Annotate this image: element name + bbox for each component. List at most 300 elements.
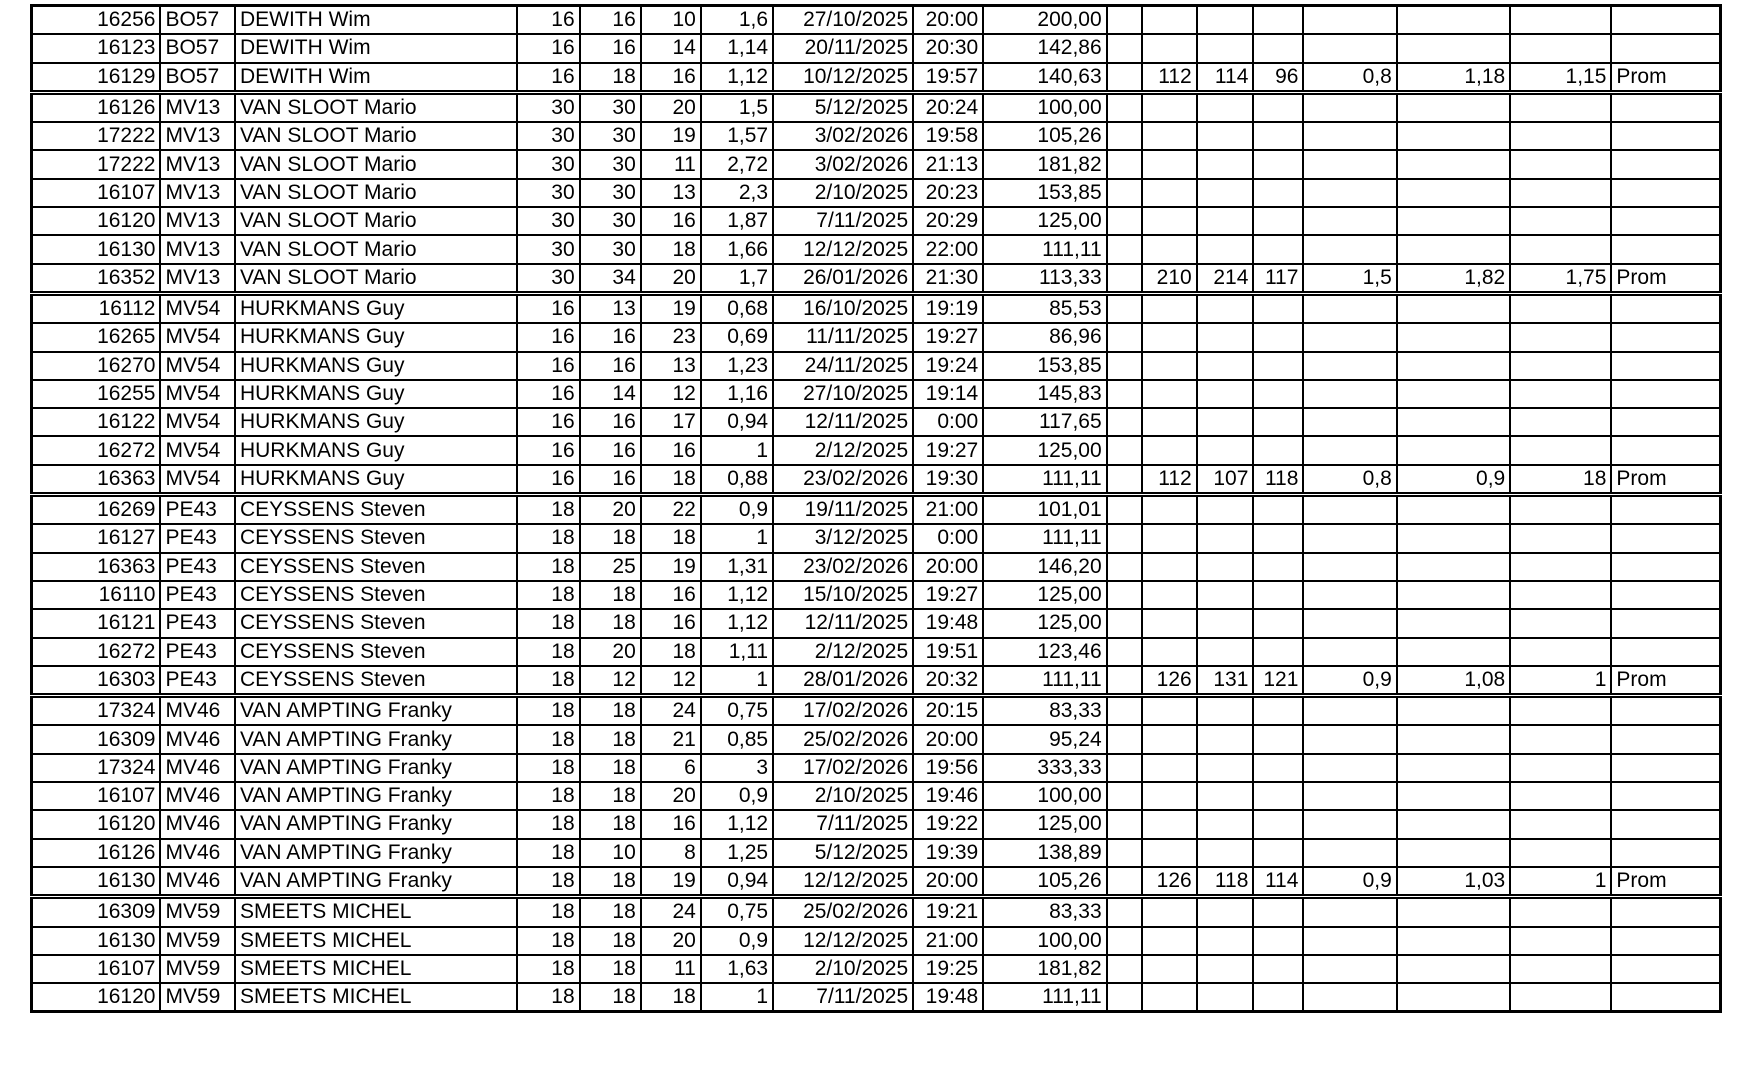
cell-s4 (1303, 983, 1396, 1012)
cell-time: 21:00 (913, 927, 983, 955)
cell-date: 23/02/2026 (773, 465, 913, 495)
cell-date: 25/02/2026 (773, 897, 913, 927)
cell-n3: 12 (641, 380, 701, 408)
cell-s5 (1397, 293, 1510, 323)
cell-time: 19:27 (913, 323, 983, 351)
cell-code: MV46 (160, 782, 234, 810)
cell-s3 (1253, 553, 1303, 581)
cell-s5: 1,82 (1397, 264, 1510, 294)
cell-pct: 140,63 (983, 63, 1106, 93)
cell-label: Prom (1611, 63, 1720, 93)
cell-n3: 20 (641, 782, 701, 810)
cell-name: CEYSSENS Steven (235, 609, 517, 637)
cell-s6 (1510, 352, 1611, 380)
cell-s1 (1142, 983, 1196, 1012)
cell-spacer (1107, 927, 1143, 955)
cell-n1: 16 (517, 34, 579, 62)
cell-pct: 86,96 (983, 323, 1106, 351)
cell-n1: 18 (517, 666, 579, 696)
cell-pct: 100,00 (983, 782, 1106, 810)
table-row (32, 122, 1721, 150)
cell-time: 19:21 (913, 897, 983, 927)
cell-n2: 18 (580, 983, 641, 1012)
cell-n3: 20 (641, 92, 701, 122)
cell-s4 (1303, 696, 1396, 726)
cell-name: SMEETS MICHEL (235, 983, 517, 1012)
cell-s5 (1397, 839, 1510, 867)
cell-time: 21:00 (913, 495, 983, 525)
cell-s3 (1253, 955, 1303, 983)
cell-s4 (1303, 839, 1396, 867)
cell-s1 (1142, 323, 1196, 351)
cell-s4 (1303, 897, 1396, 927)
cell-s2 (1197, 436, 1254, 464)
cell-time: 0:00 (913, 408, 983, 436)
cell-s1 (1142, 696, 1196, 726)
cell-s1 (1142, 927, 1196, 955)
cell-n3: 18 (641, 524, 701, 552)
cell-code: MV46 (160, 839, 234, 867)
cell-ratio: 0,9 (701, 495, 773, 525)
cell-name: CEYSSENS Steven (235, 524, 517, 552)
cell-spacer (1107, 725, 1143, 753)
cell-n3: 19 (641, 867, 701, 897)
cell-n3: 16 (641, 63, 701, 93)
cell-label (1611, 293, 1720, 323)
cell-n3: 19 (641, 122, 701, 150)
table-row (32, 92, 1721, 122)
cell-s4 (1303, 638, 1396, 666)
cell-s3 (1253, 696, 1303, 726)
table-row (32, 666, 1721, 696)
cell-name: VAN SLOOT Mario (235, 122, 517, 150)
cell-code: MV59 (160, 983, 234, 1012)
cell-s1: 112 (1142, 63, 1196, 93)
cell-s1 (1142, 955, 1196, 983)
cell-s1 (1142, 638, 1196, 666)
cell-s2 (1197, 179, 1254, 207)
cell-label (1611, 235, 1720, 263)
cell-n3: 19 (641, 293, 701, 323)
table-row (32, 553, 1721, 581)
cell-name: VAN AMPTING Franky (235, 782, 517, 810)
cell-n1: 16 (517, 6, 579, 35)
cell-spacer (1107, 235, 1143, 263)
cell-pct: 125,00 (983, 207, 1106, 235)
cell-n2: 30 (580, 179, 641, 207)
cell-id: 17324 (32, 754, 161, 782)
cell-s3 (1253, 839, 1303, 867)
cell-time: 20:00 (913, 867, 983, 897)
cell-spacer (1107, 207, 1143, 235)
cell-s5 (1397, 927, 1510, 955)
cell-n2: 30 (580, 92, 641, 122)
cell-s3 (1253, 352, 1303, 380)
cell-n2: 10 (580, 839, 641, 867)
cell-date: 10/12/2025 (773, 63, 913, 93)
table-row (32, 638, 1721, 666)
cell-s5 (1397, 207, 1510, 235)
cell-n1: 18 (517, 810, 579, 838)
cell-code: MV46 (160, 810, 234, 838)
cell-name: VAN AMPTING Franky (235, 867, 517, 897)
cell-date: 3/02/2026 (773, 150, 913, 178)
cell-n3: 24 (641, 897, 701, 927)
cell-code: MV13 (160, 264, 234, 294)
results-table (30, 4, 1722, 1013)
cell-id: 16309 (32, 897, 161, 927)
table-row (32, 609, 1721, 637)
cell-date: 7/11/2025 (773, 207, 913, 235)
cell-id: 16120 (32, 207, 161, 235)
cell-s3 (1253, 638, 1303, 666)
cell-s1 (1142, 150, 1196, 178)
cell-s2 (1197, 380, 1254, 408)
cell-s6 (1510, 927, 1611, 955)
cell-s5 (1397, 352, 1510, 380)
cell-spacer (1107, 352, 1143, 380)
cell-s1: 126 (1142, 666, 1196, 696)
cell-s5 (1397, 638, 1510, 666)
cell-date: 2/12/2025 (773, 638, 913, 666)
cell-name: VAN AMPTING Franky (235, 754, 517, 782)
cell-n1: 30 (517, 179, 579, 207)
cell-s4 (1303, 955, 1396, 983)
cell-time: 19:57 (913, 63, 983, 93)
spreadsheet (30, 4, 1722, 1013)
cell-code: MV46 (160, 725, 234, 753)
cell-code: MV54 (160, 408, 234, 436)
cell-id: 16272 (32, 638, 161, 666)
cell-n3: 21 (641, 725, 701, 753)
cell-s6: 1 (1510, 666, 1611, 696)
cell-id: 16110 (32, 581, 161, 609)
cell-s3 (1253, 92, 1303, 122)
cell-s2 (1197, 927, 1254, 955)
cell-id: 16363 (32, 465, 161, 495)
cell-code: MV13 (160, 179, 234, 207)
cell-ratio: 1 (701, 436, 773, 464)
cell-s5 (1397, 380, 1510, 408)
cell-n3: 22 (641, 495, 701, 525)
cell-n3: 13 (641, 352, 701, 380)
table-row (32, 754, 1721, 782)
cell-ratio: 1,12 (701, 810, 773, 838)
cell-n1: 30 (517, 150, 579, 178)
cell-s3 (1253, 897, 1303, 927)
cell-n2: 34 (580, 264, 641, 294)
cell-n2: 20 (580, 638, 641, 666)
cell-label (1611, 983, 1720, 1012)
cell-n1: 18 (517, 839, 579, 867)
cell-code: PE43 (160, 666, 234, 696)
cell-time: 19:46 (913, 782, 983, 810)
cell-spacer (1107, 867, 1143, 897)
table-row (32, 34, 1721, 62)
cell-s6 (1510, 725, 1611, 753)
cell-date: 7/11/2025 (773, 983, 913, 1012)
cell-s2 (1197, 983, 1254, 1012)
cell-n2: 18 (580, 782, 641, 810)
table-row (32, 436, 1721, 464)
cell-s3 (1253, 754, 1303, 782)
cell-ratio: 0,75 (701, 897, 773, 927)
cell-id: 16352 (32, 264, 161, 294)
cell-s4: 1,5 (1303, 264, 1396, 294)
cell-ratio: 1,6 (701, 6, 773, 35)
cell-n3: 20 (641, 264, 701, 294)
cell-pct: 83,33 (983, 696, 1106, 726)
cell-s2 (1197, 92, 1254, 122)
cell-n2: 18 (580, 63, 641, 93)
cell-s4 (1303, 380, 1396, 408)
cell-s6 (1510, 150, 1611, 178)
cell-n1: 16 (517, 293, 579, 323)
cell-s3 (1253, 725, 1303, 753)
cell-s4 (1303, 436, 1396, 464)
cell-s1 (1142, 293, 1196, 323)
cell-time: 20:32 (913, 666, 983, 696)
cell-date: 5/12/2025 (773, 92, 913, 122)
cell-label (1611, 839, 1720, 867)
cell-code: MV59 (160, 897, 234, 927)
cell-n1: 18 (517, 897, 579, 927)
cell-label (1611, 92, 1720, 122)
cell-spacer (1107, 955, 1143, 983)
cell-pct: 111,11 (983, 465, 1106, 495)
cell-n1: 18 (517, 955, 579, 983)
cell-ratio: 1,12 (701, 581, 773, 609)
cell-n1: 16 (517, 436, 579, 464)
cell-pct: 123,46 (983, 638, 1106, 666)
cell-code: MV13 (160, 207, 234, 235)
cell-s5 (1397, 754, 1510, 782)
cell-s4: 0,8 (1303, 465, 1396, 495)
cell-s2 (1197, 495, 1254, 525)
cell-s1 (1142, 436, 1196, 464)
cell-spacer (1107, 983, 1143, 1012)
cell-date: 23/02/2026 (773, 553, 913, 581)
cell-pct: 200,00 (983, 6, 1106, 35)
cell-spacer (1107, 380, 1143, 408)
cell-s5 (1397, 983, 1510, 1012)
table-row (32, 235, 1721, 263)
cell-label (1611, 323, 1720, 351)
cell-spacer (1107, 150, 1143, 178)
cell-s5 (1397, 524, 1510, 552)
cell-s3 (1253, 782, 1303, 810)
cell-s3: 114 (1253, 867, 1303, 897)
cell-name: VAN SLOOT Mario (235, 207, 517, 235)
cell-code: MV54 (160, 293, 234, 323)
cell-n1: 30 (517, 92, 579, 122)
cell-name: HURKMANS Guy (235, 380, 517, 408)
cell-n1: 18 (517, 609, 579, 637)
cell-n1: 30 (517, 207, 579, 235)
table-row (32, 955, 1721, 983)
cell-s4 (1303, 581, 1396, 609)
cell-s6: 18 (1510, 465, 1611, 495)
cell-s2 (1197, 34, 1254, 62)
cell-s6 (1510, 609, 1611, 637)
cell-s3 (1253, 6, 1303, 35)
cell-s1 (1142, 179, 1196, 207)
cell-ratio: 1,66 (701, 235, 773, 263)
cell-id: 16255 (32, 380, 161, 408)
cell-s2 (1197, 524, 1254, 552)
cell-s3 (1253, 495, 1303, 525)
table-row (32, 810, 1721, 838)
cell-n3: 11 (641, 150, 701, 178)
cell-label (1611, 553, 1720, 581)
cell-spacer (1107, 323, 1143, 351)
cell-pct: 111,11 (983, 235, 1106, 263)
cell-s5 (1397, 92, 1510, 122)
cell-time: 19:14 (913, 380, 983, 408)
table-row (32, 927, 1721, 955)
cell-code: MV13 (160, 92, 234, 122)
cell-s3 (1253, 524, 1303, 552)
cell-n2: 18 (580, 897, 641, 927)
cell-code: PE43 (160, 638, 234, 666)
table-row (32, 179, 1721, 207)
cell-s5: 1,08 (1397, 666, 1510, 696)
cell-spacer (1107, 696, 1143, 726)
cell-label (1611, 408, 1720, 436)
cell-s6 (1510, 6, 1611, 35)
cell-pct: 125,00 (983, 810, 1106, 838)
cell-n2: 30 (580, 235, 641, 263)
cell-s5 (1397, 810, 1510, 838)
cell-code: MV46 (160, 867, 234, 897)
cell-spacer (1107, 782, 1143, 810)
cell-s1 (1142, 897, 1196, 927)
cell-n3: 18 (641, 465, 701, 495)
cell-id: 16107 (32, 955, 161, 983)
cell-s6 (1510, 235, 1611, 263)
table-row (32, 264, 1721, 294)
cell-n2: 30 (580, 150, 641, 178)
cell-time: 20:30 (913, 34, 983, 62)
cell-s4 (1303, 725, 1396, 753)
cell-s6 (1510, 408, 1611, 436)
cell-s1: 112 (1142, 465, 1196, 495)
cell-time: 20:15 (913, 696, 983, 726)
cell-n1: 18 (517, 638, 579, 666)
cell-n1: 16 (517, 63, 579, 93)
cell-code: PE43 (160, 524, 234, 552)
cell-spacer (1107, 524, 1143, 552)
table-row (32, 581, 1721, 609)
cell-s2: 214 (1197, 264, 1254, 294)
cell-name: DEWITH Wim (235, 34, 517, 62)
cell-n1: 18 (517, 524, 579, 552)
cell-pct: 100,00 (983, 92, 1106, 122)
cell-n1: 18 (517, 927, 579, 955)
table-row (32, 782, 1721, 810)
cell-spacer (1107, 34, 1143, 62)
cell-label (1611, 927, 1720, 955)
cell-spacer (1107, 839, 1143, 867)
cell-s1 (1142, 553, 1196, 581)
cell-ratio: 1,57 (701, 122, 773, 150)
cell-s2 (1197, 408, 1254, 436)
cell-s3 (1253, 810, 1303, 838)
cell-s2 (1197, 754, 1254, 782)
cell-ratio: 0,68 (701, 293, 773, 323)
cell-spacer (1107, 666, 1143, 696)
cell-s5 (1397, 782, 1510, 810)
cell-s5 (1397, 696, 1510, 726)
cell-id: 16126 (32, 839, 161, 867)
cell-name: HURKMANS Guy (235, 352, 517, 380)
cell-s4 (1303, 352, 1396, 380)
cell-n2: 25 (580, 553, 641, 581)
cell-pct: 105,26 (983, 867, 1106, 897)
cell-spacer (1107, 465, 1143, 495)
cell-s2 (1197, 609, 1254, 637)
table-row (32, 352, 1721, 380)
cell-n2: 16 (580, 352, 641, 380)
cell-s2 (1197, 782, 1254, 810)
cell-name: VAN AMPTING Franky (235, 725, 517, 753)
cell-id: 16256 (32, 6, 161, 35)
cell-id: 16130 (32, 927, 161, 955)
cell-id: 16129 (32, 63, 161, 93)
cell-s6 (1510, 436, 1611, 464)
cell-s5 (1397, 553, 1510, 581)
cell-name: DEWITH Wim (235, 6, 517, 35)
cell-name: SMEETS MICHEL (235, 897, 517, 927)
cell-n1: 16 (517, 323, 579, 351)
cell-n1: 18 (517, 553, 579, 581)
cell-s4: 0,8 (1303, 63, 1396, 93)
cell-date: 7/11/2025 (773, 810, 913, 838)
cell-time: 19:25 (913, 955, 983, 983)
cell-s6 (1510, 495, 1611, 525)
cell-time: 19:30 (913, 465, 983, 495)
cell-s2 (1197, 725, 1254, 753)
cell-s6 (1510, 92, 1611, 122)
cell-s2 (1197, 638, 1254, 666)
cell-id: 17222 (32, 150, 161, 178)
cell-s1 (1142, 34, 1196, 62)
cell-s6 (1510, 524, 1611, 552)
cell-ratio: 1,25 (701, 839, 773, 867)
cell-pct: 125,00 (983, 581, 1106, 609)
cell-n2: 18 (580, 955, 641, 983)
cell-name: CEYSSENS Steven (235, 495, 517, 525)
cell-n2: 18 (580, 810, 641, 838)
cell-s1 (1142, 352, 1196, 380)
cell-pct: 113,33 (983, 264, 1106, 294)
table-row (32, 408, 1721, 436)
cell-code: MV13 (160, 150, 234, 178)
cell-id: 16363 (32, 553, 161, 581)
cell-s4: 0,9 (1303, 666, 1396, 696)
cell-n1: 16 (517, 465, 579, 495)
cell-id: 17324 (32, 696, 161, 726)
table-row (32, 524, 1721, 552)
cell-name: CEYSSENS Steven (235, 581, 517, 609)
cell-id: 16120 (32, 983, 161, 1012)
cell-code: BO57 (160, 6, 234, 35)
cell-time: 19:22 (913, 810, 983, 838)
cell-time: 21:30 (913, 264, 983, 294)
cell-date: 15/10/2025 (773, 581, 913, 609)
cell-n3: 6 (641, 754, 701, 782)
cell-s6 (1510, 207, 1611, 235)
